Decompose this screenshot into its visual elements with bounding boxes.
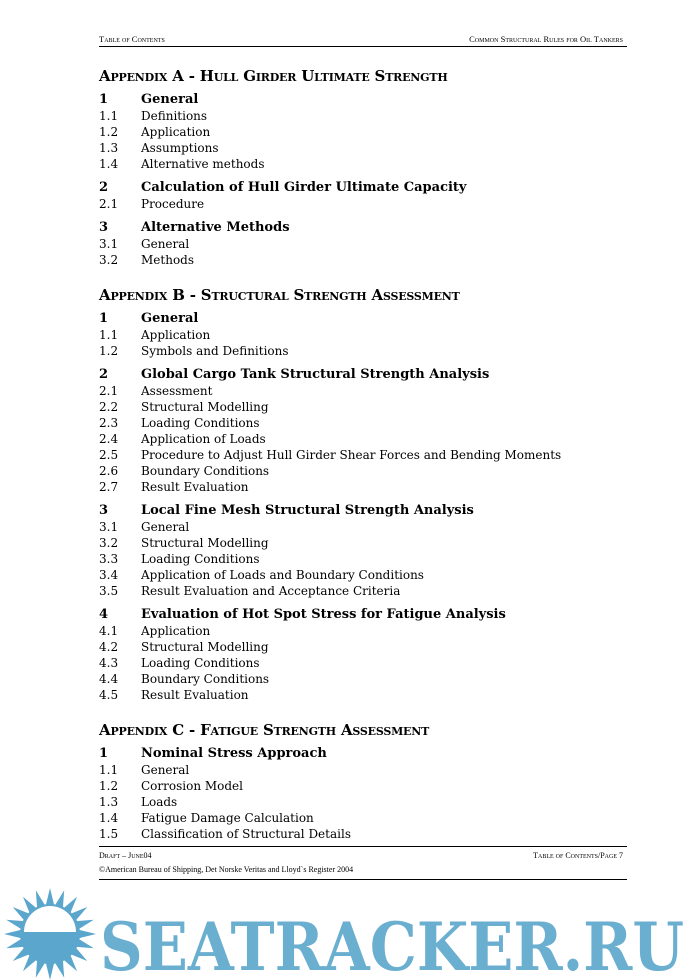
entry-number: 2.5 (99, 448, 119, 462)
section-title: Calculation of Hull Girder Ultimate Capacity (141, 180, 467, 195)
toc-entry (99, 156, 639, 172)
toc-entry (99, 519, 639, 535)
entry-title: Result Evaluation and Acceptance Criteria (141, 584, 401, 598)
entry-title: Definitions (141, 109, 208, 123)
toc-entry (99, 196, 639, 212)
section-number: 1 (99, 311, 109, 326)
toc-entry (99, 479, 639, 495)
entry-title: Application (141, 328, 211, 342)
appendix-heading: Appendix B - Structural Strength Assessment (99, 286, 460, 304)
entry-title: Application (141, 125, 211, 139)
toc-entry (99, 124, 639, 140)
section-title: Nominal Stress Approach (141, 746, 327, 761)
section-heading (99, 180, 639, 196)
entry-number: 4.4 (99, 672, 119, 686)
entry-number: 4.2 (99, 640, 119, 654)
entry-title: Loads (141, 795, 178, 809)
section-heading (99, 746, 639, 762)
section-heading (99, 220, 639, 236)
entry-title: Procedure to Adjust Hull Girder Shear Forces and Bending Moments (141, 448, 562, 462)
entry-number: 4.1 (99, 624, 119, 638)
toc-entry (99, 535, 639, 551)
entry-number: 1.2 (99, 344, 119, 358)
entry-title: Application (141, 624, 211, 638)
entry-title: Loading Conditions (141, 416, 260, 430)
toc-entry (99, 108, 639, 124)
sun-icon (4, 888, 96, 980)
toc-entry (99, 327, 639, 343)
entry-number: 2.1 (99, 384, 119, 398)
entry-title: Assumptions (141, 141, 219, 155)
section-number: 2 (99, 367, 109, 382)
entry-title: Result Evaluation (141, 480, 249, 494)
section-number: 1 (99, 92, 109, 107)
entry-number: 1.1 (99, 763, 119, 777)
entry-title: Boundary Conditions (141, 464, 270, 478)
header-left: Table of Contents (99, 34, 165, 44)
entry-number: 2.1 (99, 197, 119, 211)
toc-entry (99, 415, 639, 431)
footer (99, 851, 627, 862)
section-heading (99, 311, 639, 327)
entry-number: 2.2 (99, 400, 119, 414)
section-title: Evaluation of Hot Spot Stress for Fatigue Analysis (141, 607, 506, 622)
toc-entry (99, 252, 639, 268)
footer-top-rule (99, 846, 627, 848)
section-title: Global Cargo Tank Structural Strength Analysis (141, 367, 490, 382)
entry-title: Structural Modelling (141, 640, 269, 654)
entry-number: 3.2 (99, 536, 119, 550)
toc-entry (99, 343, 639, 359)
toc-entry (99, 551, 639, 567)
toc-entry (99, 794, 639, 810)
entry-number: 2.7 (99, 480, 119, 494)
toc-entry (99, 447, 639, 463)
table-of-contents (99, 66, 639, 842)
section-heading (99, 503, 639, 519)
entry-number: 3.3 (99, 552, 119, 566)
page-header (99, 34, 627, 47)
toc-entry (99, 463, 639, 479)
section-number: 2 (99, 180, 109, 195)
entry-number: 3.1 (99, 520, 119, 534)
entry-number: 3.5 (99, 584, 119, 598)
footer-right: Table of Contents/Page 7 (533, 851, 623, 860)
entry-number: 1.3 (99, 795, 119, 809)
entry-title: Symbols and Definitions (141, 344, 289, 358)
entry-number: 1.2 (99, 779, 119, 793)
toc-entry (99, 623, 639, 639)
entry-number: 3.4 (99, 568, 119, 582)
toc-entry (99, 655, 639, 671)
toc-entry (99, 399, 639, 415)
entry-number: 1.1 (99, 109, 119, 123)
watermark-logo (0, 884, 692, 980)
entry-number: 3.1 (99, 237, 119, 251)
section-number: 1 (99, 746, 109, 761)
entry-title: Assessment (141, 384, 213, 398)
toc-entry (99, 639, 639, 655)
section-title: General (141, 311, 199, 326)
entry-title: Procedure (141, 197, 205, 211)
toc-entry (99, 383, 639, 399)
appendix-heading: Appendix A - Hull Girder Ultimate Strength (99, 67, 448, 85)
entry-number: 1.2 (99, 125, 119, 139)
entry-number: 2.3 (99, 416, 119, 430)
entry-title: Application of Loads (141, 432, 266, 446)
toc-entry (99, 431, 639, 447)
footer-bottom-rule (99, 879, 627, 881)
toc-entry (99, 810, 639, 826)
section-heading (99, 367, 639, 383)
toc-entry (99, 762, 639, 778)
toc-entry (99, 671, 639, 687)
toc-entry (99, 140, 639, 156)
entry-title: Result Evaluation (141, 688, 249, 702)
footer-left: Draft – June04 (99, 851, 152, 860)
entry-number: 1.5 (99, 827, 119, 841)
entry-title: Fatigue Damage Calculation (141, 811, 314, 825)
entry-number: 4.3 (99, 656, 119, 670)
entry-number: 1.4 (99, 157, 119, 171)
entry-number: 2.6 (99, 464, 119, 478)
section-title: Local Fine Mesh Structural Strength Analysis (141, 503, 474, 518)
entry-number: 1.3 (99, 141, 119, 155)
entry-title: Classification of Structural Details (141, 827, 351, 841)
entry-number: 4.5 (99, 688, 119, 702)
entry-title: General (141, 763, 190, 777)
section-number: 3 (99, 220, 109, 235)
entry-title: Methods (141, 253, 195, 267)
section-title: General (141, 92, 199, 107)
entry-title: General (141, 520, 190, 534)
toc-entry (99, 236, 639, 252)
entry-title: Structural Modelling (141, 400, 269, 414)
entry-title: Alternative methods (141, 157, 265, 171)
section-heading (99, 92, 639, 108)
section-heading (99, 607, 639, 623)
entry-number: 2.4 (99, 432, 119, 446)
entry-number: 1.1 (99, 328, 119, 342)
footer-copyright: ©American Bureau of Shipping, Det Norske Veritas and Lloyd`s Register 2004 (99, 865, 354, 874)
section-number: 3 (99, 503, 109, 518)
header-right: Common Structural Rules for Oil Tankers (469, 34, 623, 44)
toc-entry (99, 826, 639, 842)
entry-number: 3.2 (99, 253, 119, 267)
entry-number: 1.4 (99, 811, 119, 825)
entry-title: Boundary Conditions (141, 672, 270, 686)
toc-entry (99, 583, 639, 599)
entry-title: Structural Modelling (141, 536, 269, 550)
entry-title: General (141, 237, 190, 251)
toc-entry (99, 567, 639, 583)
section-number: 4 (99, 607, 109, 622)
toc-entry (99, 778, 639, 794)
entry-title: Loading Conditions (141, 656, 260, 670)
toc-entry (99, 687, 639, 703)
appendix-heading: Appendix C - Fatigue Strength Assessment (99, 721, 430, 739)
section-title: Alternative Methods (141, 220, 290, 235)
entry-title: Corrosion Model (141, 779, 243, 793)
entry-title: Application of Loads and Boundary Conditions (141, 568, 424, 582)
watermark-text: SEATRACKER.RU (100, 908, 684, 980)
entry-title: Loading Conditions (141, 552, 260, 566)
